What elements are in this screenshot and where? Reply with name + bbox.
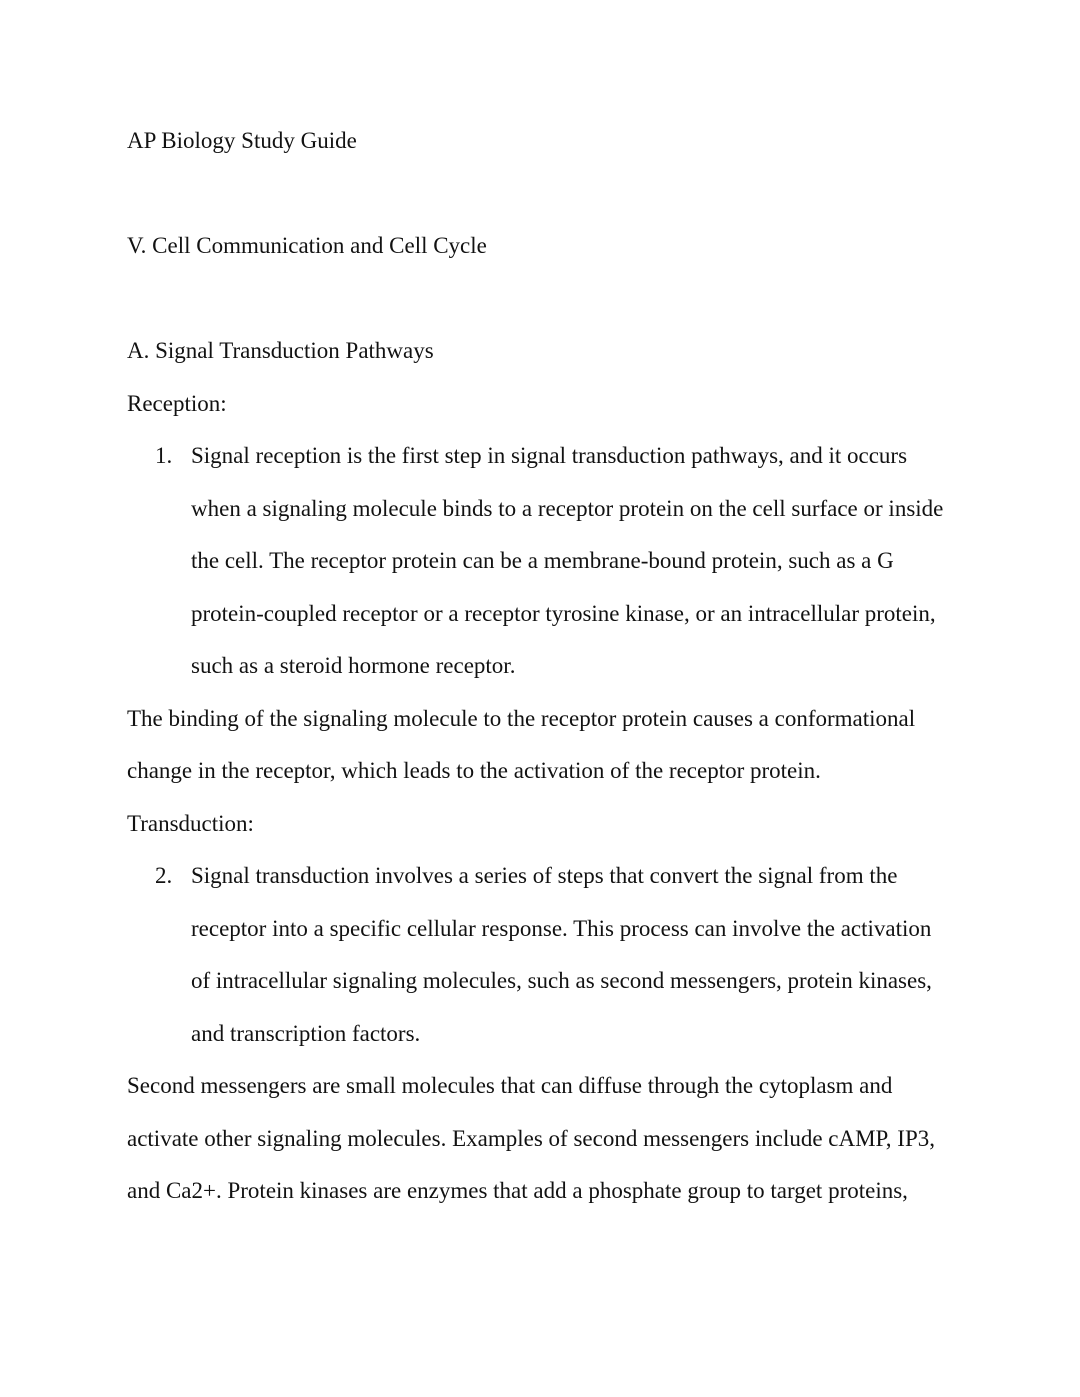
list-item-1-line: such as a steroid hormone receptor. xyxy=(191,653,516,678)
transduction-label: Transduction: xyxy=(127,810,254,836)
list-item-1 xyxy=(127,430,944,483)
list-item-1-line: protein-coupled receptor or a receptor tyrosine kinase, or an intracellular protein, xyxy=(191,600,936,626)
list-item-2-line: receptor into a specific cellular response. This process can involve the activation xyxy=(191,915,932,941)
doc-title: AP Biology Study Guide xyxy=(127,128,357,153)
paragraph-line: activate other signaling molecules. Examples of second messengers include cAMP, IP3, xyxy=(127,1125,935,1151)
paragraph-line: and Ca2+. Protein kinases are enzymes that add a phosphate group to target proteins, xyxy=(127,1178,908,1203)
list-item-2 xyxy=(127,850,944,903)
reception-label: Reception: xyxy=(127,390,227,416)
paragraph-line: change in the receptor, which leads to the activation of the receptor protein. xyxy=(127,758,821,783)
list-item-2-line: and transcription factors. xyxy=(191,1020,421,1046)
blank-line xyxy=(127,273,944,326)
list-item-1-line: the cell. The receptor protein can be a membrane-bound protein, such as a G xyxy=(191,548,894,573)
paragraph-line: Second messengers are small molecules that can diffuse through the cytoplasm and xyxy=(127,1073,893,1098)
list-item-2-number: 2. xyxy=(155,863,173,888)
list-item-1-line: Signal reception is the first step in signal transduction pathways, and it occurs xyxy=(191,443,908,468)
list-item-2-line: Signal transduction involves a series of steps that convert the signal from the xyxy=(191,863,898,888)
subsection-heading: A. Signal Transduction Pathways xyxy=(127,338,434,363)
list-item-2-line: of intracellular signaling molecules, such as second messengers, protein kinases, xyxy=(191,968,932,993)
list-item-1-number: 1. xyxy=(155,443,173,468)
section-heading: V. Cell Communication and Cell Cycle xyxy=(127,233,487,258)
list-item-1-line: when a signaling molecule binds to a receptor protein on the cell surface or inside xyxy=(191,495,944,521)
blank-line xyxy=(127,168,944,221)
paragraph-line: The binding of the signaling molecule to the receptor protein causes a conformational xyxy=(127,705,916,731)
